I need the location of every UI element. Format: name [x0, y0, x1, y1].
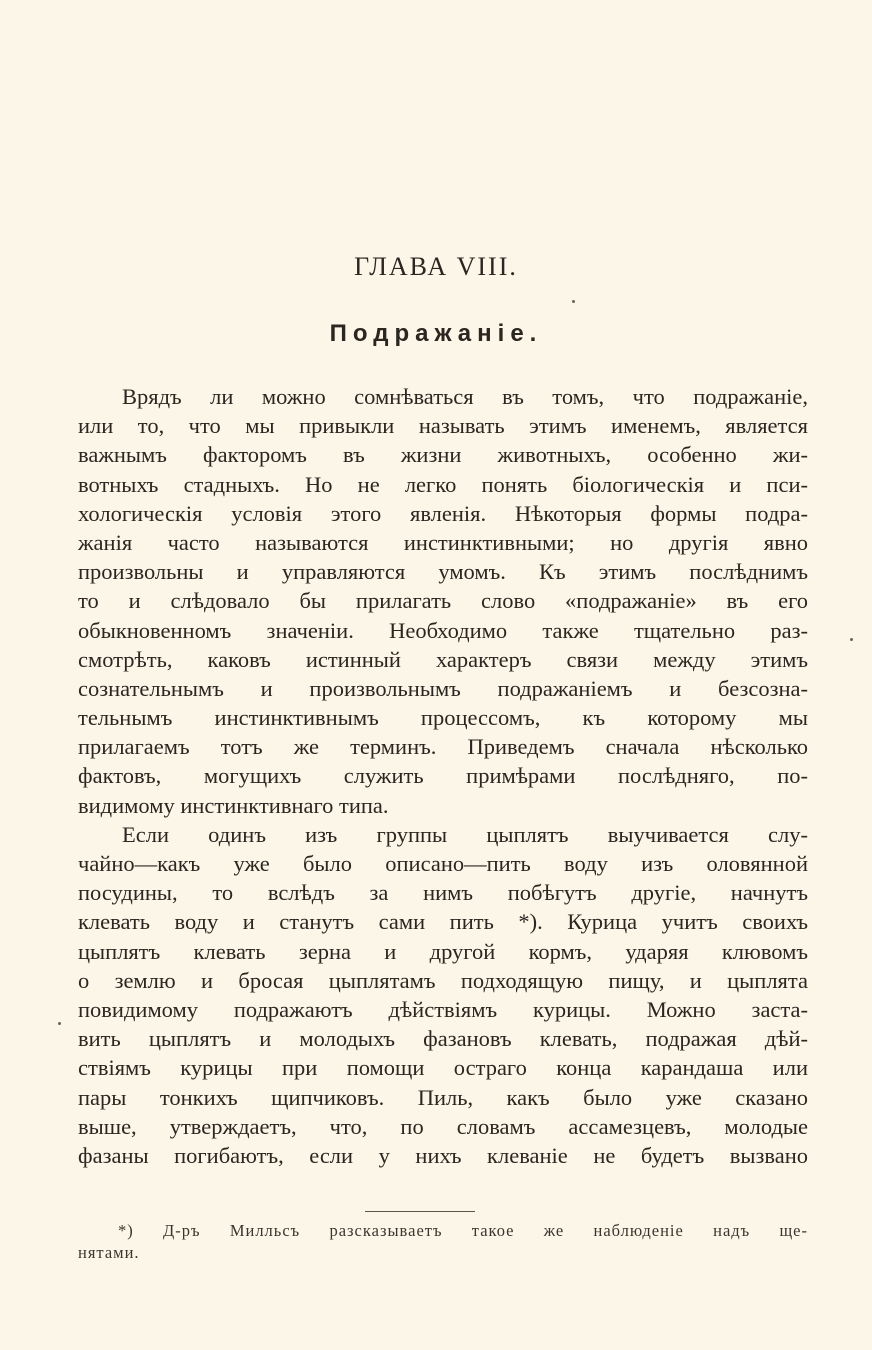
text-line: посудины, то вслѣдъ за нимъ побѣгутъ другіе, начнутъ — [78, 880, 808, 906]
text-line: вить цыплятъ и молодыхъ фазановъ клевать, подражая дѣй- — [78, 1026, 808, 1052]
print-speck — [572, 300, 575, 303]
text-line: хологическія условія этого явленія. Нѣкоторыя формы подра- — [78, 500, 808, 526]
footnote — [78, 1220, 808, 1264]
footnote-divider — [365, 1211, 475, 1212]
text-line: выше, утверждаетъ, что, по словамъ ассамезцевъ, молодые — [78, 1113, 808, 1139]
text-line: обыкновенномъ значеніи. Необходимо также тщательно раз- — [78, 617, 808, 643]
text-line: видимому инстинктивнаго типа. — [78, 792, 389, 818]
text-line: фазаны погибаютъ, если у нихъ клеваніе не будетъ вызвано — [78, 1142, 808, 1168]
text-line: ствіямъ курицы при помощи остраго конца карандаша или — [78, 1055, 808, 1081]
text-line: цыплятъ клевать зерна и другой кормъ, ударяя клювомъ — [78, 938, 808, 964]
footnote-line: *) Д-ръ Милльсъ разсказываетъ такое же наблюденіе надъ ще- — [118, 1221, 808, 1240]
text-line: вотныхъ стадныхъ. Но не легко понять біологическія и пси- — [78, 471, 808, 497]
text-line: то и слѣдовало бы прилагать слово «подражаніе» въ его — [78, 588, 808, 614]
text-line: о землю и бросая цыплятамъ подходящую пищу, и цыплята — [78, 967, 808, 993]
text-line: сознательнымъ и произвольнымъ подражаніемъ и безсозна- — [78, 675, 808, 701]
print-speck — [850, 638, 853, 641]
text-line: пары тонкихъ щипчиковъ. Пиль, какъ было уже сказано — [78, 1084, 808, 1110]
text-line: прилагаемъ тотъ же терминъ. Приведемъ сначала нѣсколько — [78, 734, 808, 760]
text-line: смотрѣть, каковъ истинный характеръ связи между этимъ — [78, 646, 808, 672]
text-line: жанія часто называются инстинктивными; но другія явно — [78, 529, 808, 555]
text-line: или то, что мы привыкли называть этимъ именемъ, является — [78, 413, 808, 439]
text-line: повидимому подражаютъ дѣйствіямъ курицы. Можно заста- — [78, 996, 808, 1022]
text-line: клевать воду и станутъ сами пить *). Курица учитъ своихъ — [78, 909, 808, 935]
footnote-line: нятами. — [78, 1243, 140, 1262]
text-line: тельнымъ инстинктивнымъ процессомъ, къ которому мы — [78, 705, 808, 731]
text-line: важнымъ факторомъ въ жизни животныхъ, особенно жи- — [78, 442, 808, 468]
text-line: фактовъ, могущихъ служить примѣрами послѣдняго, по- — [78, 763, 808, 789]
print-speck — [58, 1022, 61, 1025]
body-text — [78, 382, 808, 1170]
text-line: Если одинъ изъ группы цыплятъ выучивается слу- — [122, 821, 808, 847]
chapter-title: ГЛАВА VIII. — [354, 252, 518, 281]
text-line: чайно—какъ уже было описано—пить воду изъ оловянной — [78, 851, 808, 876]
text-line: Врядъ ли можно сомнѣваться въ томъ, что подражаніе, — [122, 384, 808, 409]
text-line: произвольны и управляются умомъ. Къ этимъ послѣднимъ — [78, 559, 808, 585]
section-title: Подражаніе. — [329, 320, 543, 347]
